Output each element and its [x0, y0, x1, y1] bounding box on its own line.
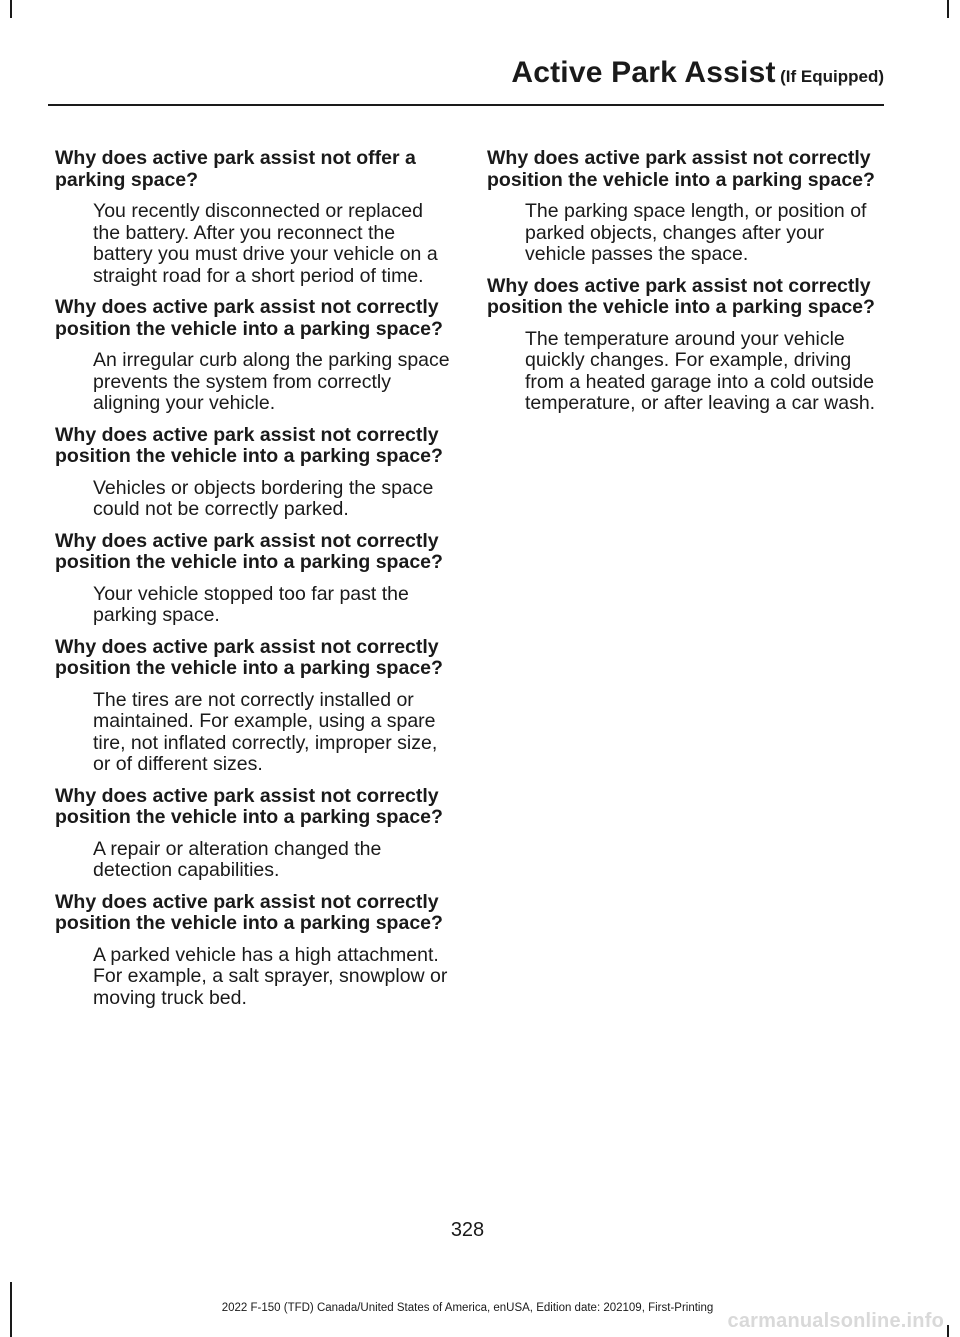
footer-edition-info: 2022 F-150 (TFD) Canada/United States of America, enUSA, Edition date: 202109, First-Printing: [221, 1302, 714, 1314]
qa-item: [55, 531, 455, 627]
question: Why does active park assist not correctly position the vehicle into a parking space?: [55, 423, 443, 467]
qa-item: [487, 148, 882, 266]
answer: The parking space length, or position of parked objects, changes after your vehicle passes the space.: [525, 200, 867, 265]
question: Why does active park assist not correctly position the vehicle into a parking space?: [487, 147, 875, 191]
qa-item: [487, 276, 882, 415]
question: Why does active park assist not correctly position the vehicle into a parking space?: [487, 274, 875, 318]
qa-item: [55, 148, 455, 287]
answer: Your vehicle stopped too far past the parking space.: [93, 582, 409, 626]
question: Why does active park assist not correctly position the vehicle into a parking space?: [55, 890, 443, 934]
answer: A repair or alteration changed the detection capabilities.: [93, 837, 382, 881]
page-title-qualifier: (If Equipped): [780, 67, 884, 86]
qa-item: [55, 297, 455, 415]
crop-mark-top-right: [947, 0, 949, 18]
question: Why does active park assist not offer a parking space?: [55, 147, 416, 191]
answer: An irregular curb along the parking space prevents the system from correctly aligning your vehicle.: [93, 349, 450, 414]
crop-mark-bottom-right: [947, 1325, 949, 1337]
answer: Vehicles or objects bordering the space could not be correctly parked.: [93, 476, 434, 520]
page-title: Active Park Assist: [511, 56, 776, 89]
answer: A parked vehicle has a high attachment. For example, a salt sprayer, snowplow or moving truck bed.: [93, 943, 448, 1009]
page-header: [48, 56, 884, 90]
qa-item: [55, 637, 455, 776]
question: Why does active park assist not correctly position the vehicle into a parking space?: [55, 784, 443, 828]
qa-item: [55, 786, 455, 882]
header-rule: [48, 104, 884, 106]
left-column: [55, 148, 455, 1019]
answer: The temperature around your vehicle quickly changes. For example, driving from a heated garage into a cold outside temperature, or after leaving a car wash.: [525, 327, 876, 414]
question: Why does active park assist not correctly position the vehicle into a parking space?: [55, 296, 443, 340]
crop-mark-top-left: [10, 0, 12, 18]
qa-item: [55, 892, 455, 1010]
watermark: carmanualsonline.info: [727, 1310, 944, 1332]
answer: You recently disconnected or replaced the battery. After you reconnect the battery you must drive your vehicle on a straight road for a short period of time.: [93, 200, 438, 287]
right-column: [487, 148, 882, 425]
question: Why does active park assist not correctly position the vehicle into a parking space?: [55, 635, 443, 679]
qa-item: [55, 425, 455, 521]
answer: The tires are not correctly installed or maintained. For example, using a spare tire, not inflated correctly, improper size, or of different sizes.: [93, 688, 438, 775]
question: Why does active park assist not correctly position the vehicle into a parking space?: [55, 529, 443, 573]
page-number: 328: [450, 1219, 485, 1241]
